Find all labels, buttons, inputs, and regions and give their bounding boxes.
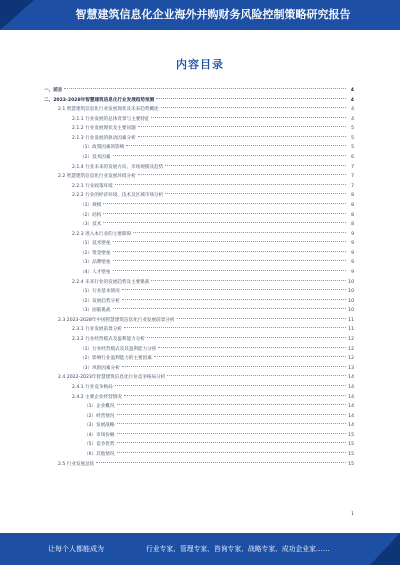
toc-entry-title: 2.1.2 行业发展现状及主要问题 (72, 126, 136, 132)
toc-entry[interactable] (44, 134, 354, 144)
toc-entry[interactable] (44, 393, 354, 403)
toc-dot-leader (165, 193, 346, 194)
toc-entry-page: 9 (351, 269, 354, 275)
toc-heading: 内容目录 (176, 58, 224, 71)
toc-entry-title: （1）行业经营模式及其盈利能力分析 (80, 346, 157, 352)
toc-entry-page: 6 (351, 155, 354, 161)
toc-entry-page: 5 (351, 126, 354, 132)
toc-entry-page: 7 (351, 174, 354, 180)
toc-entry-page: 15 (348, 461, 354, 467)
toc-entry[interactable] (44, 172, 354, 182)
toc-entry-title: 2.1.4 行业未来的发展方向、市场规模及趋势 (72, 164, 164, 170)
toc-entry[interactable] (44, 306, 354, 316)
toc-dot-leader (124, 327, 346, 328)
toc-entry[interactable] (44, 421, 354, 431)
toc-entry[interactable] (44, 86, 354, 96)
toc-entry[interactable] (44, 249, 354, 259)
toc-entry-title: （4）人才壁垒 (80, 269, 111, 275)
toc-entry-title: （6）其他情况 (84, 451, 115, 457)
toc-entry-page: 15 (348, 442, 354, 448)
toc-dot-leader (177, 318, 347, 319)
toc-entry[interactable] (44, 258, 354, 268)
toc-entry-title: （1）行业基本情况 (80, 289, 120, 295)
toc-entry[interactable] (44, 115, 354, 125)
toc-entry-title: （2）经营情况 (84, 413, 115, 419)
toc-entry-page: 13 (348, 365, 354, 371)
toc-entry[interactable] (44, 440, 354, 450)
toc-entry-title: 2.4 2022-2023年智慧建筑信息化行业竞争格局分析 (58, 375, 166, 381)
toc-entry-page: 12 (348, 337, 354, 343)
toc-dot-leader (133, 232, 346, 233)
toc-dot-leader (138, 126, 346, 127)
toc-dot-leader (165, 165, 346, 166)
toc-entry-page: 7 (351, 183, 354, 189)
toc-entry-page: 8 (351, 193, 354, 199)
toc-entry[interactable] (44, 450, 354, 460)
toc-entry-page: 11 (348, 327, 354, 333)
toc-entry-title: 2.2.2 行业的经济环境、技术及区域市场分析 (72, 193, 164, 199)
toc-dot-leader (151, 117, 346, 118)
toc-entry-title: （1）企业概况 (84, 404, 115, 410)
toc-dot-leader (122, 289, 346, 290)
toc-dot-leader (167, 375, 346, 376)
toc-dot-leader (113, 270, 347, 271)
toc-entry-page: 15 (348, 432, 354, 438)
toc-dot-leader (158, 347, 346, 348)
toc-dot-leader (147, 337, 346, 338)
toc-entry[interactable] (44, 412, 354, 422)
toc-entry-title: 一、前言 (44, 88, 63, 93)
toc-entry-page: 9 (351, 250, 354, 256)
toc-entry[interactable] (44, 230, 354, 240)
toc-entry-page: 10 (348, 298, 354, 304)
toc-entry-title: 2.5 行业发展总结 (58, 461, 95, 467)
toc-dot-leader (154, 356, 346, 357)
toc-entry[interactable] (44, 143, 354, 153)
toc-entry[interactable] (44, 239, 354, 249)
toc-entry[interactable] (44, 364, 354, 374)
toc-entry-page: 15 (348, 451, 354, 457)
toc-entry-page: 8 (351, 202, 354, 208)
table-of-contents (44, 86, 354, 469)
toc-dot-leader (124, 395, 346, 396)
toc-entry[interactable] (44, 297, 354, 307)
toc-entry[interactable] (44, 345, 354, 355)
toc-entry-title: 2.2.1 行业政策环境 (72, 183, 113, 189)
footer-tagline: 行业专家、管理专家、咨询专家、战略专家、成功企业家…… (146, 545, 330, 553)
toc-entry[interactable] (44, 153, 354, 163)
toc-dot-leader (113, 155, 347, 156)
toc-entry[interactable] (44, 325, 354, 335)
toc-entry-title: 2.3.2 行业经营模式及盈利能力分析 (72, 337, 145, 343)
toc-entry-title: 2.1.3 行业发展的驱动因素分析 (72, 135, 136, 141)
toc-entry-page: 4 (351, 107, 354, 113)
toc-entry-title: （1）规模 (80, 202, 102, 208)
toc-entry-page: 5 (351, 135, 354, 141)
toc-entry-title: （2）发展趋势分析 (80, 298, 120, 304)
toc-entry-page: 11 (348, 317, 354, 323)
toc-dot-leader (115, 184, 346, 185)
toc-entry[interactable] (44, 96, 354, 106)
toc-entry-title: 2.1 智慧建筑信息化行业发展现状及未来趋势概述 (58, 107, 159, 113)
toc-entry-page: 8 (351, 222, 354, 228)
toc-entry[interactable] (44, 163, 354, 173)
toc-entry-title: 2.4.1 行业竞争格局 (72, 384, 113, 390)
toc-entry-title: （3）品牌壁垒 (80, 260, 111, 266)
toc-entry-page: 7 (351, 164, 354, 170)
toc-entry[interactable] (44, 191, 354, 201)
toc-dot-leader (161, 107, 346, 108)
toc-entry-title: （1）技术壁垒 (80, 241, 111, 247)
toc-entry-page: 10 (348, 289, 354, 295)
toc-entry-title: 2.2.4 未来行业的发展趋势及主要挑战 (72, 279, 150, 285)
toc-dot-leader (113, 251, 347, 252)
toc-entry-page: 5 (351, 145, 354, 151)
report-header (0, 0, 400, 30)
page-number: 1 (351, 512, 354, 517)
toc-dot-leader (156, 98, 346, 99)
toc-dot-leader (64, 88, 346, 89)
toc-entry-page: 10 (348, 308, 354, 314)
toc-entry-page: 14 (348, 394, 354, 400)
toc-dot-leader (138, 174, 346, 175)
toc-entry-title: 二、2023-2028年智慧建筑信息化行业发展趋势预测 (44, 97, 155, 103)
toc-entry-page: 14 (348, 375, 354, 381)
toc-entry-page: 9 (351, 260, 354, 266)
toc-entry-title: 2.2 智慧建筑信息化行业发展环境分析 (58, 174, 136, 180)
toc-entry-title: （5）竞争优势 (84, 442, 115, 448)
toc-entry[interactable] (44, 220, 354, 230)
footer-slogan: 让每个人都能成为 (48, 545, 104, 553)
toc-entry[interactable] (44, 268, 354, 278)
report-title: 智慧建筑信息化企业海外并购财务风险控制策略研究报告 (75, 8, 351, 21)
toc-dot-leader (103, 222, 346, 223)
toc-dot-leader (151, 280, 346, 281)
toc-dot-leader (113, 260, 347, 261)
toc-dot-leader (117, 452, 347, 453)
toc-entry[interactable] (44, 211, 354, 221)
toc-entry[interactable] (44, 383, 354, 393)
toc-entry-title: （2）影响行业盈利能力的主要因素 (80, 356, 152, 362)
toc-entry-page: 14 (348, 384, 354, 390)
toc-dot-leader (122, 366, 346, 367)
toc-entry-title: （1）政策因素的影响 (80, 145, 125, 151)
toc-dot-leader (117, 414, 347, 415)
toc-entry-page: 4 (350, 88, 354, 93)
toc-dot-leader (117, 433, 347, 434)
toc-entry[interactable] (44, 105, 354, 115)
toc-entry-title: （2）结构 (80, 212, 102, 218)
toc-entry[interactable] (44, 431, 354, 441)
toc-entry[interactable] (44, 124, 354, 134)
toc-entry-title: 2.4.2 主要企业经营情况 (72, 394, 122, 400)
toc-entry-page: 4 (351, 116, 354, 122)
toc-dot-leader (117, 423, 347, 424)
toc-entry[interactable] (44, 201, 354, 211)
toc-dot-leader (103, 213, 346, 214)
toc-entry[interactable] (44, 373, 354, 383)
toc-entry-title: 2.2.3 进入本行业的主要障碍 (72, 231, 132, 237)
toc-dot-leader (117, 404, 347, 405)
report-footer (0, 533, 400, 565)
toc-entry-title: （3）技术 (80, 222, 102, 228)
toc-entry-page: 14 (348, 423, 354, 429)
toc-entry-title: 2.1.1 行业发展的总体背景与主要特征 (72, 116, 150, 122)
toc-entry[interactable] (44, 335, 354, 345)
toc-entry-title: 2.3.1 行业发展前景分析 (72, 327, 122, 333)
toc-entry-page: 14 (348, 413, 354, 419)
toc-dot-leader (126, 145, 346, 146)
toc-entry-title: （3）面临挑战 (80, 308, 111, 314)
toc-entry-page: 12 (348, 346, 354, 352)
toc-entry-page: 14 (348, 404, 354, 410)
toc-entry[interactable] (44, 287, 354, 297)
toc-dot-leader (122, 299, 346, 300)
toc-dot-leader (103, 203, 346, 204)
toc-entry-title: （2）技术因素 (80, 155, 111, 161)
toc-entry-title: （3）风险因素分析 (80, 365, 120, 371)
toc-dot-leader (117, 442, 347, 443)
toc-dot-leader (115, 385, 346, 386)
toc-dot-leader (113, 308, 347, 309)
toc-entry-title: （4）市场份额 (84, 432, 115, 438)
toc-entry[interactable] (44, 278, 354, 288)
toc-entry[interactable] (44, 354, 354, 364)
toc-entry-page: 4 (350, 97, 354, 103)
toc-dot-leader (113, 241, 347, 242)
toc-dot-leader (138, 136, 346, 137)
toc-entry-title: （2）资金壁垒 (80, 250, 111, 256)
toc-entry-page: 8 (351, 212, 354, 218)
header-accent-shape (0, 0, 34, 30)
toc-entry-page: 10 (348, 279, 354, 285)
toc-entry-title: （3）发展战略 (84, 423, 115, 429)
footer-accent-shape (370, 533, 400, 565)
toc-entry-title: 2.3 2023-2028年中国智慧建筑信息化行业发展前景分析 (58, 317, 175, 323)
toc-entry[interactable] (44, 402, 354, 412)
toc-dot-leader (96, 462, 346, 463)
toc-entry[interactable] (44, 316, 354, 326)
toc-entry-page: 9 (351, 231, 354, 237)
toc-entry-page: 9 (351, 241, 354, 247)
toc-entry[interactable] (44, 460, 354, 470)
toc-entry-page: 12 (348, 356, 354, 362)
toc-entry[interactable] (44, 182, 354, 192)
